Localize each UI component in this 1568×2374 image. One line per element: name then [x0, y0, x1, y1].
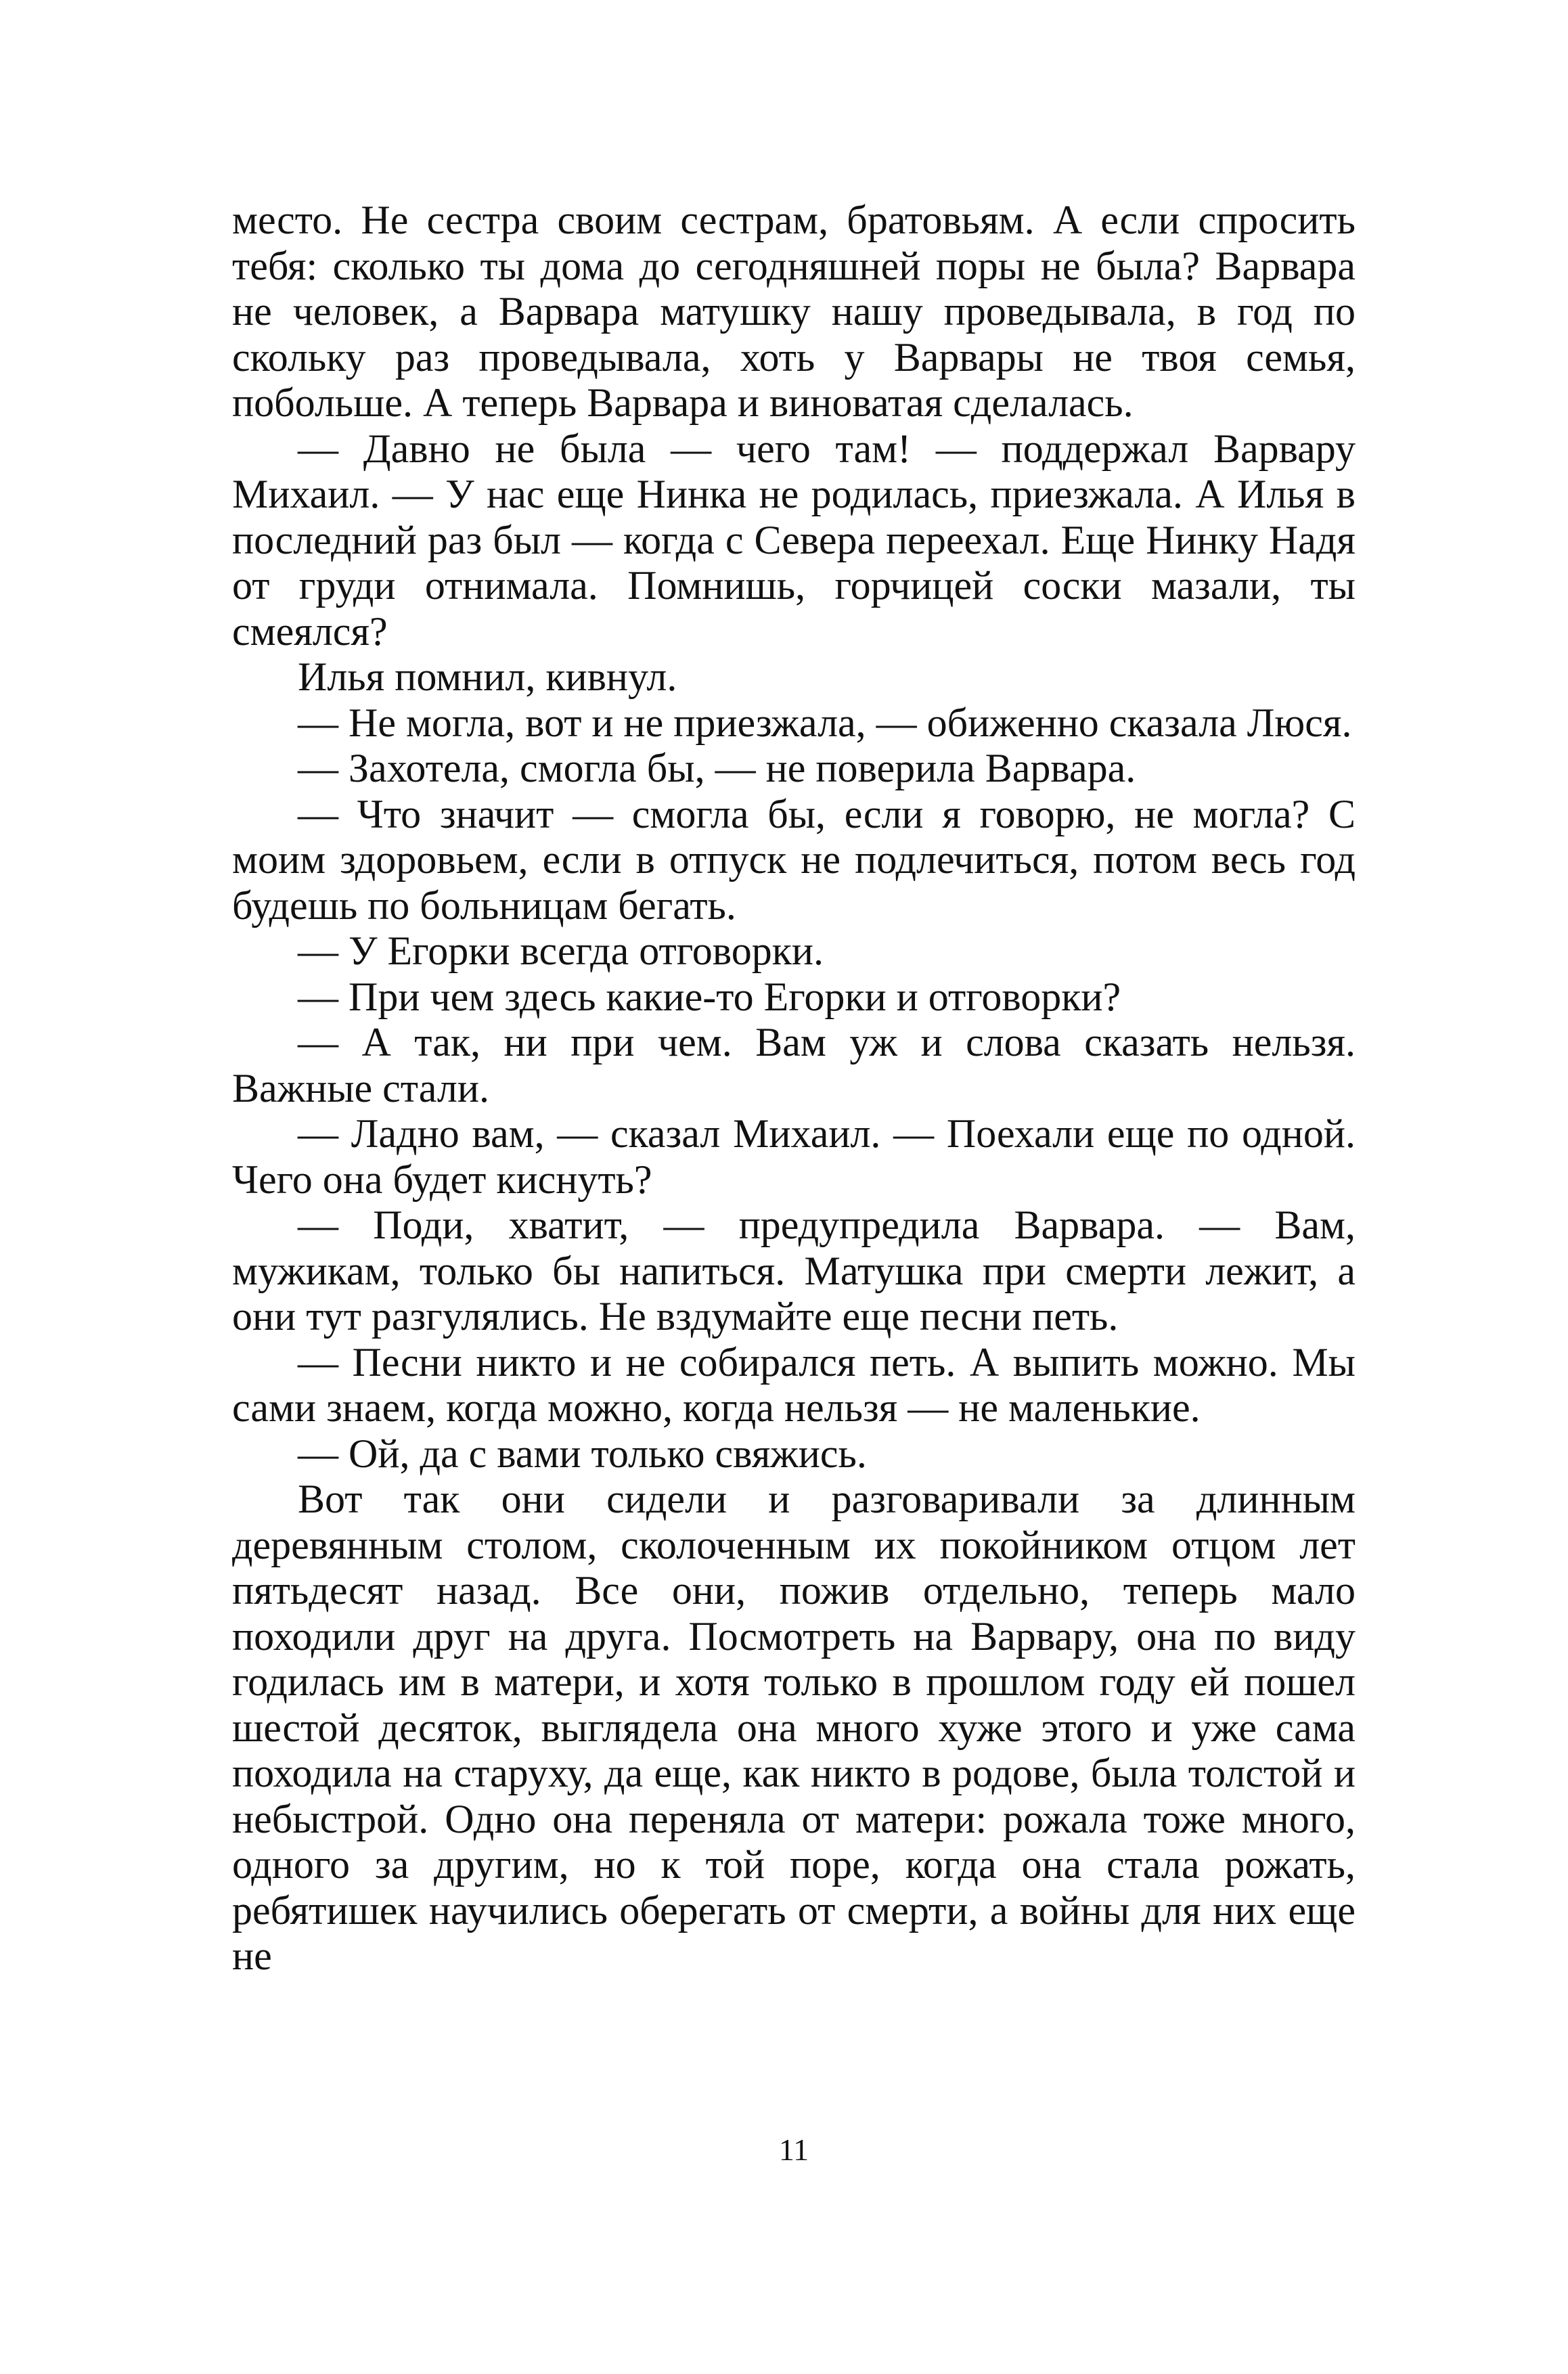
paragraph-3: Илья помнил, кивнул.: [298, 654, 677, 699]
paragraph-7: — У Егорки всегда отговорки.: [298, 928, 824, 973]
paragraph-12: — Песни никто и не собирался петь. А выпить можно. Мы сами знаем, когда можно, когда нельзя — не маленькие.: [232, 1339, 1356, 1430]
paragraph-11: — Поди, хватит, — предупредила Варвара. — Вам, мужикам, только бы напиться. Матушка при смерти лежит, а они тут разгулялись. Не вздумайте еще песни петь.: [232, 1203, 1356, 1339]
paragraph-14: Вот так они сидели и разговаривали за длинным деревянным столом, сколоченным их покойником отцом лет пятьдесят назад. Все они, пожив отдельно, теперь мало походили друг на друга. Посмотреть на Варвару, она по виду годилась им в матери, и хотя только в прошлом году ей пошел шестой десяток, выглядела она много хуже этого и уже сама походила на старуху, да еще, как никто в родове, была толстой и небыстрой. Одно она переняла от матери: рожала тоже много, одного за другим, но к той поре, когда она стала рожать, ребятишек научились оберегать от смерти, а войны для них еще не: [232, 1477, 1356, 1978]
paragraph-2: — Давно не была — чего там! — поддержал Варвару Михаил. — У нас еще Нинка не родилась, приезжала. А Илья в последний раз был — когда с Севера переехал. Еще Нинку Надя от груди отнимала. Помнишь, горчицей соски мазали, ты смеялся?: [232, 426, 1356, 654]
page-text: [232, 198, 1356, 1979]
paragraph-8: — При чем здесь какие-то Егорки и отговорки?: [298, 974, 1121, 1019]
paragraph-5: — Захотела, смогла бы, — не поверила Варвара.: [298, 746, 1136, 790]
paragraph-1: место. Не сестра своим сестрам, братовьям. А если спросить тебя: сколько ты дома до сегодняшней поры не была? Варвара не человек, а Варвара матушку нашу проведывала, в год по скольку раз проведывала, хоть у Варвары не твоя семья, побольше. А теперь Варвара и виноватая сделалась.: [232, 198, 1356, 425]
paragraph-13: — Ой, да с вами только свяжись.: [298, 1431, 867, 1476]
paragraph-4: — Не могла, вот и не приезжала, — обиженно сказала Люся.: [298, 700, 1352, 745]
paragraph-6: — Что значит — смогла бы, если я говорю, не могла? С моим здоровьем, если в отпуск не подлечиться, потом весь год будешь по больницам бегать.: [232, 791, 1356, 928]
paragraph-10: — Ладно вам, — сказал Михаил. — Поехали еще по одной. Чего она будет киснуть?: [232, 1111, 1356, 1202]
paragraph-9: — А так, ни при чем. Вам уж и слова сказать нельзя. Важные стали.: [232, 1020, 1356, 1111]
page-number: 11: [778, 2132, 809, 2167]
book-page: [232, 198, 1356, 2295]
